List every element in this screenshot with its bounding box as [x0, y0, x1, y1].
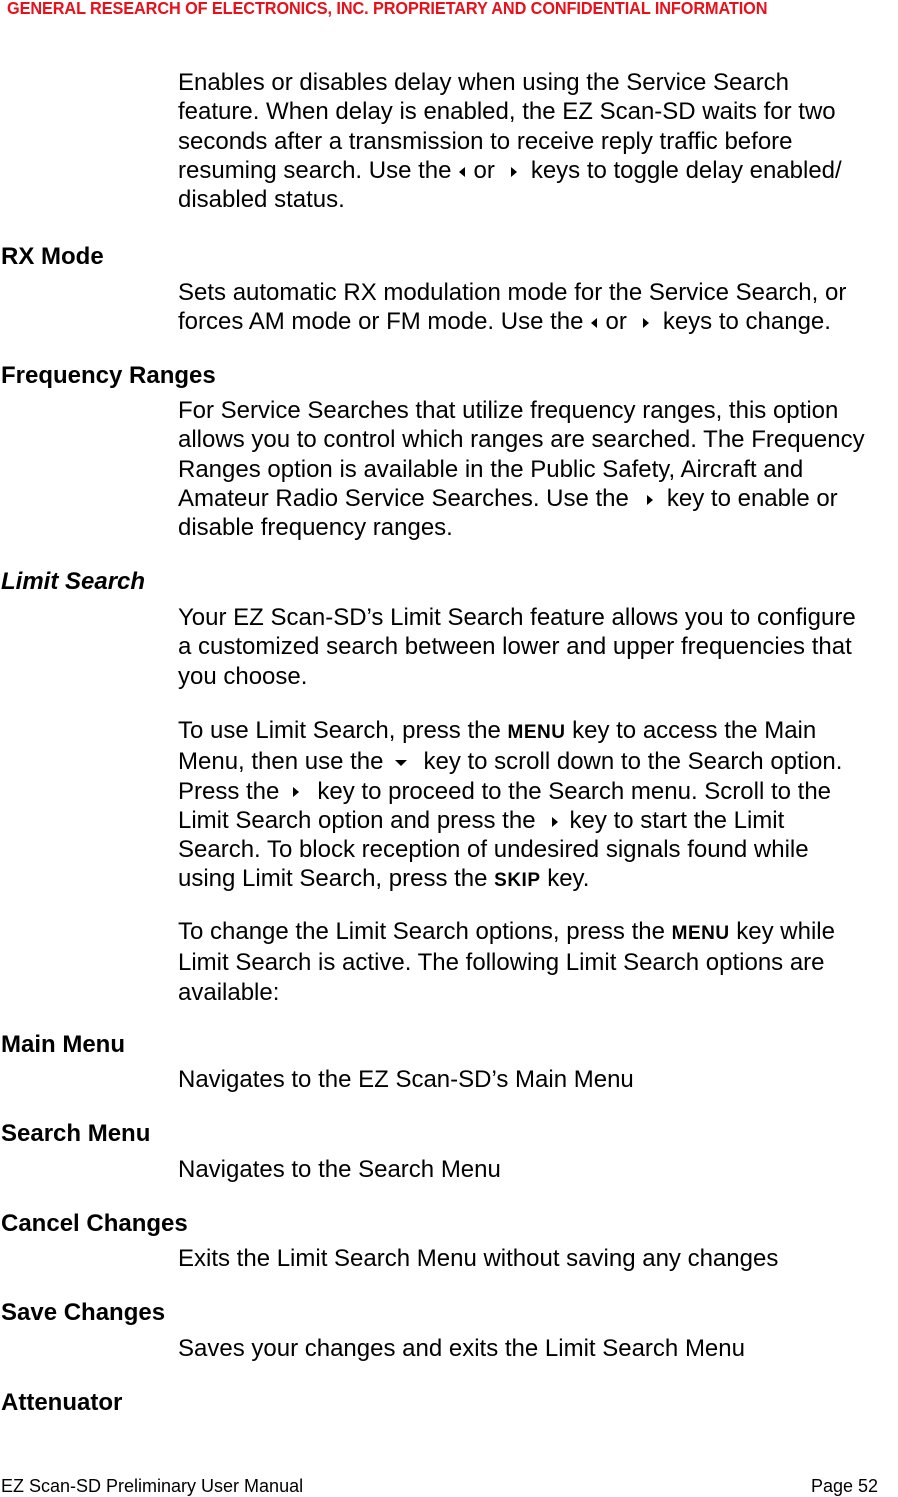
text-line — [178, 917, 835, 948]
text: or — [605, 308, 627, 336]
section-heading-limit-search: Limit Search — [1, 568, 146, 595]
right-arrow-key-icon — [511, 167, 517, 177]
text-line: Limit Search is active. The following Limit Search options are — [178, 949, 825, 977]
text-line: available: — [178, 978, 280, 1006]
section-heading-rx-mode: RX Mode — [1, 243, 104, 270]
text: Limit Search option and press the — [178, 806, 536, 834]
text-line: Ranges option is available in the Public Safety, Aircraft and — [178, 455, 804, 483]
option-description: Saves your changes and exits the Limit Search Menu — [178, 1335, 745, 1362]
option-heading-cancel-changes: Cancel Changes — [1, 1210, 188, 1237]
text: key. — [547, 865, 590, 893]
text-line: Your EZ Scan-SD’s Limit Search feature allows you to configure — [178, 604, 856, 631]
right-arrow-key-icon — [293, 787, 299, 797]
text-line: For Service Searches that utilize frequency ranges, this option — [178, 397, 839, 424]
menu-key-label: MENU — [507, 722, 566, 743]
left-arrow-key-icon — [459, 167, 465, 177]
option-description: Exits the Limit Search Menu without saving any changes — [178, 1245, 779, 1272]
option-description: Navigates to the Search Menu — [178, 1156, 501, 1183]
limit-search-instructions — [178, 716, 842, 896]
left-arrow-key-icon — [591, 318, 597, 328]
text-line: feature. When delay is enabled, the EZ Scan-SD waits for two — [178, 98, 836, 126]
text-line — [178, 806, 842, 835]
right-arrow-key-icon — [647, 495, 653, 505]
text-line — [178, 307, 846, 336]
text: key while — [736, 918, 835, 945]
delay-description — [178, 68, 842, 214]
text: Press the — [178, 777, 280, 805]
text-line: a customized search between lower and upper frequencies that — [178, 633, 852, 661]
text: keys to change. — [662, 308, 831, 336]
text: Amateur Radio Service Searches. Use the — [178, 484, 629, 512]
text: keys to toggle delay enabled/ — [530, 156, 842, 184]
limit-search-intro — [178, 603, 856, 691]
text-line — [178, 156, 842, 185]
right-arrow-key-icon — [643, 318, 649, 328]
text-line: you choose. — [178, 662, 308, 690]
text-line: Sets automatic RX modulation mode for the Service Search, or — [178, 279, 847, 306]
text-line: Search. To block reception of undesired signals found while — [178, 836, 809, 864]
text-line: seconds after a transmission to receive reply traffic before — [178, 127, 793, 155]
text-line: disable frequency ranges. — [178, 514, 453, 542]
text-line: allows you to control which ranges are searched. The Frequency — [178, 426, 865, 454]
text-line: Enables or disables delay when using the Service Search — [178, 69, 790, 96]
option-heading-main-menu: Main Menu — [1, 1031, 125, 1058]
confidential-header: GENERAL RESEARCH OF ELECTRONICS, INC. PROPRIETARY AND CONFIDENTIAL INFORMATION — [7, 0, 768, 18]
section-heading-frequency-ranges: Frequency Ranges — [1, 362, 216, 389]
text-line — [178, 747, 842, 776]
rx-mode-description — [178, 278, 846, 337]
menu-key-label: MENU — [671, 923, 730, 944]
text: key to start the Limit — [569, 806, 785, 834]
skip-key-label: SKIP — [494, 870, 541, 892]
text: or — [473, 156, 495, 184]
down-arrow-key-icon — [395, 760, 407, 766]
text-line — [178, 716, 842, 747]
text: resuming search. Use the — [178, 156, 452, 184]
text: Menu, then use the — [178, 748, 384, 776]
text: To use Limit Search, press the — [178, 717, 501, 744]
option-heading-search-menu: Search Menu — [1, 1120, 151, 1147]
text-line — [178, 484, 865, 513]
section-heading-attenuator: Attenuator — [1, 1389, 123, 1416]
right-arrow-key-icon — [552, 817, 558, 827]
text: key to enable or — [666, 484, 838, 512]
text: forces AM mode or FM mode. Use the — [178, 308, 584, 336]
text: To change the Limit Search options, press the — [178, 918, 665, 945]
footer-manual-title: EZ Scan-SD Preliminary User Manual — [1, 1476, 304, 1496]
option-description: Navigates to the EZ Scan-SD’s Main Menu — [178, 1066, 634, 1093]
text: using Limit Search, press the — [178, 865, 488, 893]
footer-page-number: Page 52 — [811, 1476, 879, 1496]
text: key to scroll down to the Search option. — [423, 748, 843, 776]
text: key to proceed to the Search menu. Scroll to the — [317, 777, 832, 805]
text-line — [178, 864, 842, 895]
option-heading-save-changes: Save Changes — [1, 1299, 166, 1326]
text-line: disabled status. — [178, 186, 345, 214]
frequency-ranges-description — [178, 396, 865, 542]
limit-search-options-intro — [178, 917, 835, 1007]
text: key to access the Main — [572, 717, 817, 744]
text-line — [178, 777, 842, 806]
